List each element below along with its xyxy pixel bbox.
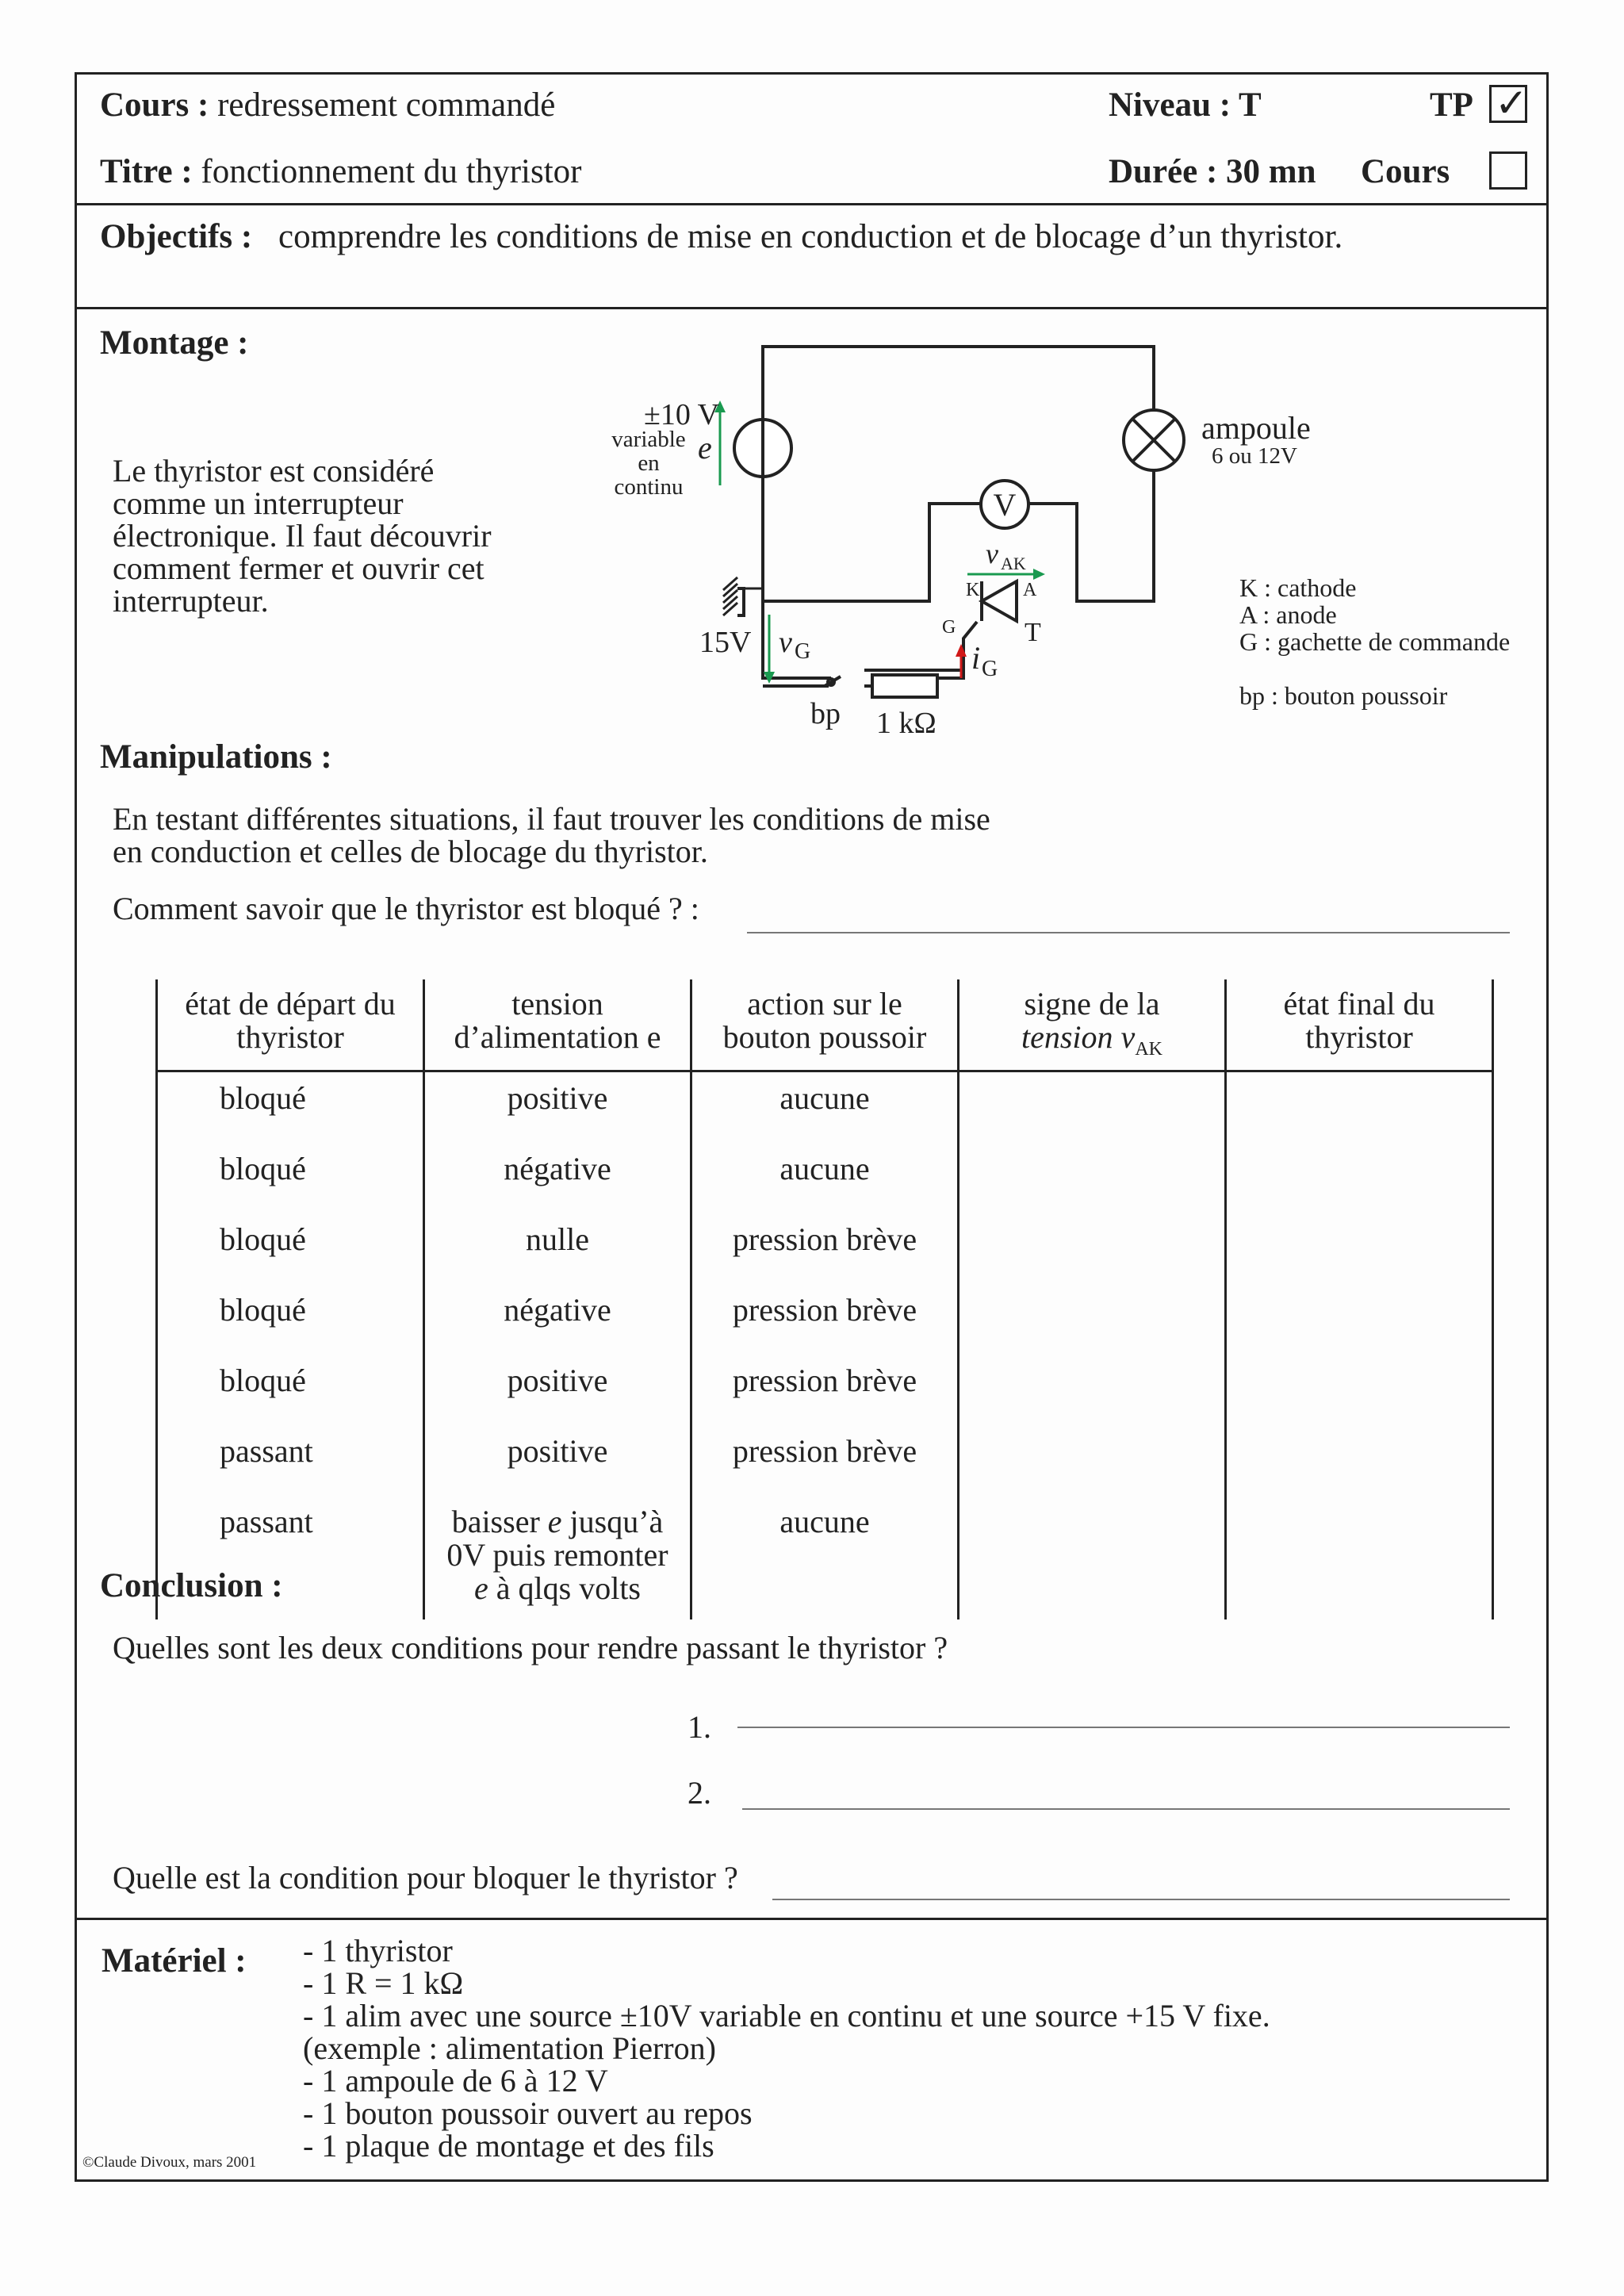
circuit-wire xyxy=(763,347,1154,601)
question-bloque: Comment savoir que le thyristor est bloqué ? : xyxy=(113,891,699,926)
description-line: Le thyristor est considéré xyxy=(113,453,435,489)
table-cell: bloqué xyxy=(157,1213,424,1284)
description-line: interrupteur. xyxy=(113,583,269,619)
supply15-label: 15V xyxy=(699,626,752,659)
table-cell: pression brève xyxy=(691,1284,959,1355)
list-item: (exemple : alimentation Pierron) xyxy=(303,2030,716,2066)
list-item: - 1 alim avec une source ±10V variable en continu et une source +15 V fixe. xyxy=(303,1998,1270,2033)
answer-number: 2. xyxy=(688,1775,711,1811)
materiel-title: Matériel : xyxy=(102,1942,247,1980)
answer-cell[interactable] xyxy=(1226,1284,1493,1355)
answer-line-2[interactable] xyxy=(742,1808,1510,1810)
t-label: T xyxy=(1025,618,1041,647)
table-cell: baisser e jusqu’à 0V puis remonter e à qlqs volts xyxy=(424,1496,691,1619)
objectifs-label: Objectifs : xyxy=(100,218,253,255)
manipulations-intro xyxy=(113,803,990,868)
description-line: comme un interrupteur xyxy=(113,485,404,521)
answer-cell[interactable] xyxy=(1226,1425,1493,1496)
intro-line: En testant différentes situations, il faut trouver les conditions de mise xyxy=(113,801,990,837)
conclusion-title: Conclusion : xyxy=(100,1567,283,1604)
table-cell: bloqué xyxy=(157,1284,424,1355)
table-cell: passant xyxy=(157,1496,424,1619)
table-header: tension d’alimentation e xyxy=(424,979,691,1071)
resistor-icon xyxy=(872,675,937,697)
table-cell: aucune xyxy=(691,1496,959,1619)
answer-cell[interactable] xyxy=(1226,1213,1493,1284)
arrow-vg-icon xyxy=(764,615,775,684)
answer-cell[interactable] xyxy=(959,1496,1226,1619)
table-header: action sur le bouton poussoir xyxy=(691,979,959,1071)
answer-cell[interactable] xyxy=(959,1213,1226,1284)
table-row xyxy=(157,1496,1493,1619)
list-item: - 1 ampoule de 6 à 12 V xyxy=(303,2063,608,2099)
table-cell: positive xyxy=(424,1425,691,1496)
conclusion-question-2: Quelle est la condition pour bloquer le thyristor ? xyxy=(113,1860,738,1895)
answer-cell[interactable] xyxy=(959,1425,1226,1496)
table-cell: pression brève xyxy=(691,1213,959,1284)
table-cell: négative xyxy=(424,1143,691,1213)
source-desc: variable xyxy=(611,427,686,452)
table-cell: nulle xyxy=(424,1213,691,1284)
table-cell: bloqué xyxy=(157,1071,424,1144)
legend-item: bp : bouton poussoir xyxy=(1239,681,1448,710)
table-header: signe de la tension $v_{AK}$ xyxy=(959,979,1226,1071)
answer-cell[interactable] xyxy=(959,1355,1226,1425)
ig-sub: G xyxy=(982,657,998,681)
source-desc: en xyxy=(638,450,660,476)
list-item: - 1 bouton poussoir ouvert au repos xyxy=(303,2095,753,2131)
results-table xyxy=(155,979,1494,1619)
description-line: comment fermer et ouvrir cet xyxy=(113,550,485,586)
table-cell: aucune xyxy=(691,1143,959,1213)
table-row xyxy=(157,1425,1493,1496)
table-cell: bloqué xyxy=(157,1143,424,1213)
circuit-wire xyxy=(737,588,744,615)
table-cell: passant xyxy=(157,1425,424,1496)
list-item: - 1 plaque de montage et des fils xyxy=(303,2128,714,2164)
table-header: état final du thyristor xyxy=(1226,979,1493,1071)
answer-cell[interactable] xyxy=(1226,1071,1493,1144)
lamp-value: 6 ou 12V xyxy=(1212,443,1297,469)
table-cell: pression brève xyxy=(691,1355,959,1425)
g-label: G xyxy=(942,617,956,638)
source-value: ±10 V xyxy=(644,398,720,431)
answer-cell[interactable] xyxy=(1226,1143,1493,1213)
manipulations-title: Manipulations : xyxy=(100,738,332,776)
answer-line-bloque[interactable] xyxy=(747,932,1510,933)
legend-item: K : cathode xyxy=(1239,573,1357,602)
legend-item: G : gachette de commande xyxy=(1239,627,1511,656)
answer-line-1[interactable] xyxy=(737,1727,1510,1728)
table-header: état de départ du thyristor xyxy=(157,979,424,1071)
check-icon: ✓ xyxy=(1495,80,1528,126)
answer-cell[interactable] xyxy=(959,1071,1226,1144)
vg-label: v xyxy=(779,626,792,659)
lamp-label: ampoule xyxy=(1201,410,1311,446)
legend xyxy=(1239,574,1510,709)
conclusion-question-1: Quelles sont les deux conditions pour rendre passant le thyristor ? xyxy=(113,1630,948,1665)
thyristor-icon xyxy=(982,581,1017,621)
description-line: électronique. Il faut découvrir xyxy=(113,518,492,554)
source-desc: continu xyxy=(614,474,684,500)
table-row xyxy=(157,1143,1493,1213)
table-row xyxy=(157,1355,1493,1425)
list-item: - 1 thyristor xyxy=(303,1933,453,1968)
titre-value: fonctionnement du thyristor xyxy=(201,153,582,190)
k-label: K xyxy=(966,580,980,600)
table-row xyxy=(157,1284,1493,1355)
legend-item: A : anode xyxy=(1239,600,1337,629)
answer-number: 1. xyxy=(688,1709,711,1745)
cours-label: Cours : xyxy=(100,86,209,124)
table-row xyxy=(157,1071,1493,1144)
bp-label: bp xyxy=(810,697,841,730)
answer-cell[interactable] xyxy=(959,1143,1226,1213)
table-header-row xyxy=(157,979,1493,1071)
table-cell: pression brève xyxy=(691,1425,959,1496)
divider-materiel xyxy=(75,1918,1549,1920)
answer-cell[interactable] xyxy=(959,1284,1226,1355)
vak-label: v xyxy=(986,538,998,569)
table-cell: positive xyxy=(424,1071,691,1144)
table-cell: aucune xyxy=(691,1071,959,1144)
table-row xyxy=(157,1213,1493,1284)
tp-label: TP xyxy=(1430,86,1473,124)
resistor-label: 1 kΩ xyxy=(876,707,936,740)
list-item: - 1 R = 1 kΩ xyxy=(303,1965,464,2001)
a-label: A xyxy=(1023,580,1037,600)
cours-value: redressement commandé xyxy=(217,86,556,124)
ig-label: i xyxy=(971,640,981,676)
copyright: ©Claude Divoux, mars 2001 xyxy=(82,2154,257,2171)
titre-label: Titre : xyxy=(100,153,193,190)
answer-cell[interactable] xyxy=(1226,1355,1493,1425)
vg-sub: G xyxy=(795,639,811,664)
montage-title: Montage : xyxy=(100,324,249,362)
answer-cell[interactable] xyxy=(1226,1496,1493,1619)
answer-line-blocage[interactable] xyxy=(772,1899,1510,1900)
intro-line: en conduction et celles de blocage du thyristor. xyxy=(113,834,708,869)
vak-sub: AK xyxy=(1001,554,1026,573)
table-cell: positive xyxy=(424,1355,691,1425)
source-symbol: e xyxy=(698,430,712,466)
objectifs-value: comprendre les conditions de mise en conduction et de blocage d’un thyristor. xyxy=(278,218,1343,255)
table-cell: négative xyxy=(424,1284,691,1355)
voltmeter-label: V xyxy=(993,487,1017,523)
niveau: Niveau : T xyxy=(1109,86,1262,124)
cours-box-label: Cours xyxy=(1361,153,1450,190)
duree: Durée : 30 mn xyxy=(1109,153,1316,190)
materiel-list xyxy=(303,1934,1270,2162)
table-cell: bloqué xyxy=(157,1355,424,1425)
